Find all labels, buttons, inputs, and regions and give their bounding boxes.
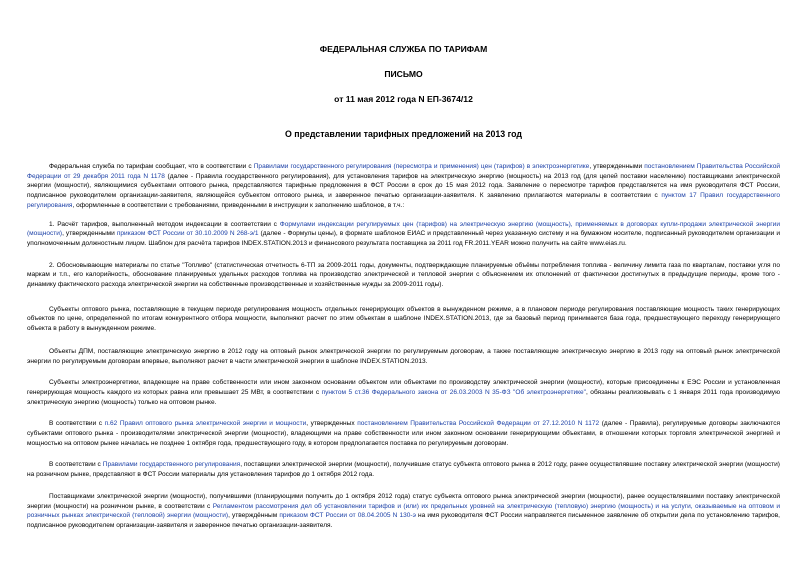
paragraph-text: (далее - Правила), регулируемые договоры заключаются субъектами оптового рынка - производителями электрической энергии (мощности), владеющими на праве собственности или ином законном основании генерирующими объектами, в отношении которых торговля электрической энергией и мощностью на оптовом рынке началась не позднее 1 октября года, предшествующего году, в котором предполагается поставка по регулируемым договорам. (27, 420, 781, 447)
paragraph-text: Поставщиками электрической энергии (мощности), получившими (планирующими получить до 1 октября 2012 года) статус субъекта оптового рынка электрической энергии (мощности), ранее осуществлявшими поставку электрической энергии (мощности) на розничном рынке, в соответствии с (27, 492, 780, 510)
paragraph-regulated-contracts (27, 419, 780, 448)
paragraph-text: , поставщики электрической энергии (мощности), получившие статус субъекта оптового рынка в 2012 году, ранее осуществлявшие поставку электрической энергии (мощности) на розничном рынке, представляют в ФСТ России материалы для установления тарифов до 1 октября 2012 года. (27, 461, 780, 479)
paragraph-text: (далее - Правила государственного регулирования), для установления тарифов на электрическую энергию (мощность) на 2013 год (для целей поставки населению) поставщиками электрической энергии (мощности), являющимися субъектами оптового рынка, представляются тарифные предложения в ФСТ России в срок до 15 мая 2012 года. Заявление о пересмотре тарифов представляется на имя руководителя ФСТ России, подписанное руководителем организации-заявителя, являющейся субъектом оптового рынка, и заверенное печатью организации-заявителя. К заявлению прилагаются материалы в соответствии с (27, 172, 780, 200)
document-link[interactable]: Формулами индексации регулируемых цен (тарифов) на электрическую энергию (мощность), применяемых в договорах купли-продажи электрической энергии (мощности) (27, 220, 780, 238)
document-link[interactable]: Правилами государственного регулирования (102, 461, 241, 469)
paragraph-text: Субъекты оптового рынка, поставляющие в текущем периоде регулирования мощность отдельных генерирующих объектов в вынужденном режиме, а в плановом периоде регулирования поставляющие мощность таких генерирующих объектов по цене, определенной по итогам конкурентного отбора мощности, выполняют расчет по этим объектам в шаблоне INDEX.STATION.2013, где за базовый период принимается база года, предшествующего переходу генерирующего объекта в работу в вынужденном режиме. (27, 305, 780, 333)
paragraph-text: Субъекты электроэнергетики, владеющие на праве собственности или ином законном основании объектом или объектами по производству электрической энергии (мощности), которые присоединены к ЕЭС России и установленная генерирующая мощность каждого из которых равна или превышает 25 МВт, в соответствии с (27, 379, 780, 396)
paragraph-text: , обязаны реализовывать с 1 января 2011 года производимую электрическую энергию (мощность) только на оптовом рынке. (27, 388, 780, 406)
paragraph-text: , утверждённым (228, 512, 280, 520)
paragraph-text: Федеральная служба по тарифам сообщает, что в соответствии с (49, 163, 254, 170)
document-link[interactable]: приказом ФСТ России от 30.10.2009 N 268-э/1 (116, 230, 259, 238)
paragraph-application (27, 492, 780, 531)
paragraph-forced-mode (27, 305, 780, 334)
paragraph-dpm (27, 347, 780, 366)
paragraph-text: , оформленные в соответствии с требованиями, приведенными в инструкции к заполнению шаблонов, в т.ч.: (72, 201, 405, 209)
paragraph-intro (27, 162, 780, 211)
doc-date-number: от 11 мая 2012 года N ЕП-3674/12 (334, 94, 473, 104)
paragraph-item-2 (27, 261, 780, 290)
doc-type: ПИСЬМО (384, 69, 423, 79)
document-link[interactable]: постановлением Правительства Российской Федерации от 29 декабря 2011 года N 1178 (27, 163, 780, 180)
paragraph-text: , утвержденными (589, 163, 645, 170)
paragraph-text: Объекты ДПМ, поставляющие электрическую энергию в 2012 году на оптовый рынок электрической энергии по регулируемым договорам, а также поставляющие электрическую энергию в 2013 году на оптовый рынок электрической энергии по регулируемым договорам впервые, выполняют расчет в части электрической энергии в шаблоне INDEX.STATION.2013. (27, 347, 780, 365)
paragraph-subjects (27, 378, 780, 407)
paragraph-text: 1. Расчёт тарифов, выполненный методом индексации в соответствии с (49, 220, 280, 228)
document-link[interactable]: п.62 Правил оптового рынка электрической энергии и мощности (104, 420, 307, 428)
agency-title: ФЕДЕРАЛЬНАЯ СЛУЖБА ПО ТАРИФАМ (319, 44, 488, 54)
doc-subject: О представлении тарифных предложений на 2013 год (284, 129, 523, 139)
paragraph-item-1 (27, 220, 780, 249)
paragraph-text: на имя руководителя ФСТ России направляется письменное заявление об открытии дела по установлению тарифов, подписанное руководителем организации-заявителя и заверенное печатью организации-заявителя. (27, 512, 780, 529)
paragraph-text: В соответствии с (49, 420, 105, 428)
paragraph-text: 2. Обосновывающие материалы по статье "Топливо" (статистическая отчетность 6-ТП за 2009-2011 годы, документы, подтверждающие планируемые объёмы потребления топлива - величину лимита газа по кварталам, поставки угля по маркам и т.п., его калорийность, обоснование планируемых удельных расходов топлива на производство электрической и тепловой энергии с объяснением их отклонений от фактически достигнутых в предыдущие периоды, кроме того - динамику фактического расхода электрической энергии на собственные производственные и хозяйственные нужды за 2009-2011 годы). (27, 261, 780, 289)
paragraph-text: , утвержденных (306, 420, 358, 428)
paragraph-text: В соответствии с (49, 461, 103, 469)
document-link[interactable]: Правилами государственного регулирования (пересмотра и применения) цен (тарифов) в электроэнергетике (253, 163, 590, 170)
document-link[interactable]: приказом ФСТ России от 08.04.2005 N 130-э (279, 512, 416, 520)
document-link[interactable]: пунктом 17 Правил государственного регулирования (27, 192, 780, 209)
paragraph-text: (далее - Формулы цены), в формате шаблонов ЕИАС и представленный через указанную систему и на бумажном носителе, подписанный руководителем организации и уполномоченным должностным лицом. Шаблон для расчёта тарифов INDEX.STATION.2013 и финансового результата поставщика за 2011 год FR.2011.YEAR можно получить на сайте www.eias.ru. (27, 230, 780, 247)
document-link[interactable]: постановлением Правительства Российской Федерации от 27.12.2010 N 1172 (357, 420, 600, 428)
paragraph-text: , утвержденными (62, 230, 117, 238)
paragraph-new-subjects (27, 460, 780, 479)
document-link[interactable]: Регламентом рассмотрения дел об установлении тарифов и (или) их предельных уровней на электрическую (тепловую) энергию (мощность) и на услуги, оказываемые на оптовом и розничных рынках электрической (тепловой) энергии (мощности) (27, 502, 780, 520)
document-link[interactable]: пунктом 5 ст.36 Федерального закона от 26.03.2003 N 35-ФЗ "Об электроэнергетике" (321, 388, 587, 396)
document-body (27, 162, 780, 531)
